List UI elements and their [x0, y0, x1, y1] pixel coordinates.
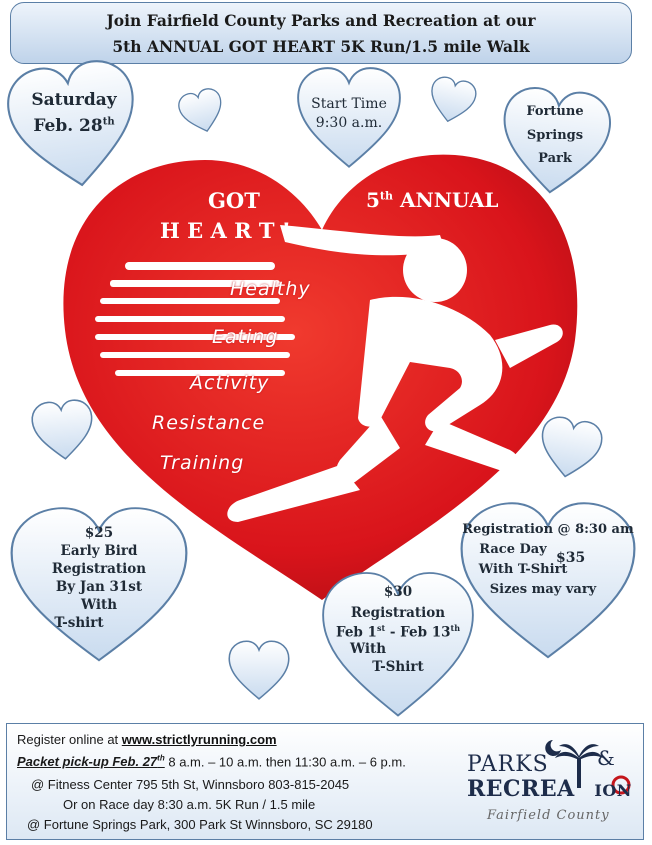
packet-pickup-line — [17, 754, 406, 769]
word-eating: Eating — [212, 326, 279, 348]
early-bird-heart — [8, 505, 190, 665]
logo-recreation-start: RECREA — [467, 776, 575, 802]
early-bird-price: $25 — [84, 525, 114, 541]
start-time-label: Start Time — [311, 96, 387, 112]
logo-parks: PARKS — [467, 752, 549, 777]
word-training: Training — [160, 452, 245, 474]
regular-date-end: - Feb 13 — [385, 624, 451, 641]
annual-sup: th — [379, 189, 394, 203]
regular-date-start: Feb 1 — [335, 624, 377, 641]
packet-times: 8 a.m. – 10 a.m. then 11:30 a.m. – 6 p.m. — [164, 754, 406, 770]
packet-label-sup: th — [157, 754, 165, 763]
early-bird-line-1: Early Bird — [60, 543, 138, 559]
race-day-line-2: Race Day — [479, 542, 547, 557]
heart-decor-icon — [424, 74, 481, 129]
heart-word: H E A R T ! — [160, 218, 291, 243]
banner-line-1: Join Fairfield County Parks and Recreation at our — [106, 11, 536, 30]
fifth-annual-label — [366, 188, 498, 212]
race-day-price: $35 — [556, 550, 586, 566]
location-line-1: Fortune — [526, 104, 584, 119]
word-healthy: Healthy — [230, 278, 311, 300]
decor-heart-1 — [178, 90, 226, 134]
packet-label — [17, 754, 165, 769]
race-day-line-1: Registration @ 8:30 am — [462, 522, 634, 537]
location-line-2: Springs — [526, 128, 584, 143]
word-activity: Activity — [190, 372, 270, 394]
regular-line-1: Registration — [350, 605, 446, 621]
early-bird-line-2: Registration — [51, 561, 147, 577]
footer-line-3: @ Fitness Center 795 5th St, Winnsboro 803-815-2045 — [31, 777, 350, 792]
footer-line-5: @ Fortune Springs Park, 300 Park St Winnsboro, SC 29180 — [27, 817, 373, 832]
footer-line-4: Or on Race day 8:30 a.m. 5K Run / 1.5 mile — [63, 797, 316, 812]
event-day: Saturday — [31, 90, 117, 110]
got-word: GOT — [208, 188, 260, 213]
location-line-3: Park — [538, 151, 572, 166]
early-bird-line-4: With — [80, 597, 118, 613]
logo-amp: & — [597, 746, 615, 770]
event-date-text: Feb. 28 — [33, 116, 103, 136]
logo-recreation-end: ION — [594, 781, 632, 800]
annual-number: 5 — [366, 188, 380, 212]
logo-county: Fairfield County — [487, 808, 610, 823]
register-url-link[interactable]: www.strictlyrunning.com — [121, 732, 277, 747]
decor-heart-2 — [428, 78, 476, 124]
footer-info-box — [6, 723, 644, 840]
title-banner — [10, 2, 632, 64]
race-day-heart — [458, 500, 638, 662]
register-line — [17, 732, 277, 747]
parks-recreation-logo — [467, 734, 637, 834]
banner-line-2: 5th ANNUAL GOT HEART 5K Run/1.5 mile Walk — [112, 37, 530, 56]
register-prefix: Register online at — [17, 732, 122, 747]
race-day-line-3: With T-Shirt — [478, 562, 568, 577]
regular-price: $30 — [383, 584, 413, 600]
packet-label-text: Packet pick-up Feb. 27 — [17, 754, 158, 770]
word-resistance: Resistance — [152, 412, 266, 434]
regular-dates — [320, 623, 476, 641]
regular-date-start-sup: st — [376, 623, 386, 633]
regular-date-end-sup: th — [450, 623, 461, 633]
start-time-value: 9:30 a.m. — [315, 115, 383, 131]
regular-line-4: T-Shirt — [372, 659, 424, 675]
regular-line-3: With — [349, 641, 387, 657]
logo-recreation — [467, 776, 632, 802]
annual-word: ANNUAL — [393, 188, 499, 212]
event-date-sup: th — [102, 116, 115, 128]
race-day-line-4: Sizes may vary — [489, 582, 597, 597]
early-bird-line-5: T-shirt — [54, 615, 104, 631]
early-bird-line-3: By Jan 31st — [55, 579, 143, 595]
